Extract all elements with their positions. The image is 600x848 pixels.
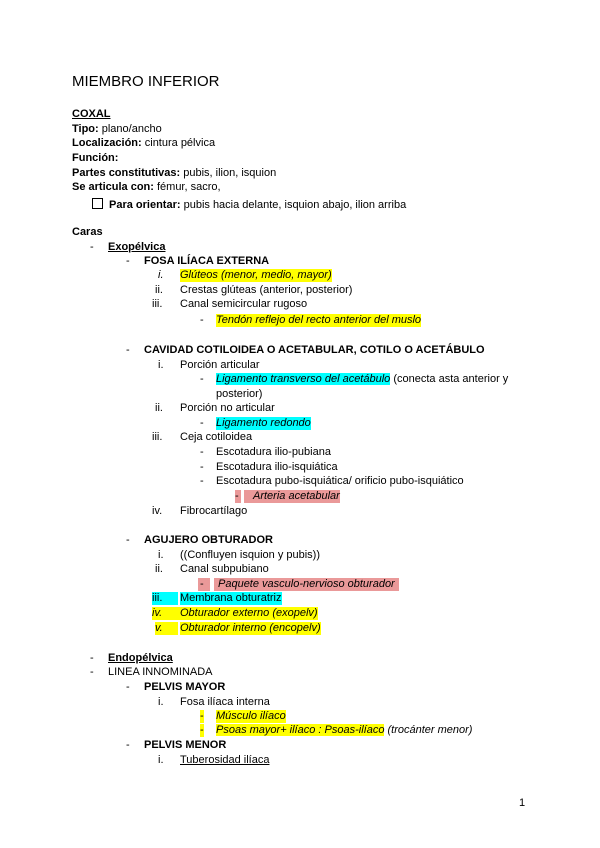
list-marker: ii.: [155, 563, 163, 575]
list-subitem: Ligamento redondo: [216, 417, 311, 429]
prop-value: pubis hacia delante, isquion abajo, ilion arriba: [180, 199, 407, 211]
bullet-dash: -: [126, 344, 130, 356]
list-subitem: Escotadura ilio-pubiana: [216, 446, 331, 458]
list-marker: iv.: [152, 505, 163, 517]
agujero-heading: AGUJERO OBTURADOR: [144, 534, 273, 546]
bullet-dash: -: [126, 534, 130, 546]
section-heading: COXAL: [72, 108, 111, 120]
list-marker: i.: [158, 754, 164, 766]
fosa-heading: FOSA ILÍACA EXTERNA: [144, 255, 270, 267]
list-marker: i.: [158, 696, 164, 708]
note: (trocánter menor): [384, 724, 473, 736]
list-marker: iii.: [152, 431, 163, 443]
prop-tipo: [72, 123, 162, 136]
list-item: Obturador externo (exopelv): [180, 607, 318, 619]
bullet-dash: -: [200, 461, 204, 473]
pelvis-menor-heading: PELVIS MENOR: [144, 739, 227, 751]
bullet-dash: -: [200, 373, 204, 385]
prop-value: fémur, sacro,: [153, 181, 221, 193]
prop-funcion: Función:: [72, 152, 119, 164]
highlight: Psoas mayor+ ilíaco : Psoas-ilíaco: [216, 724, 385, 736]
list-subitem-cont: posterior): [216, 388, 263, 400]
page-number: 1: [519, 797, 526, 809]
bullet-dash: -: [200, 710, 204, 722]
list-item: Obturador interno (encopelv): [180, 622, 321, 634]
bullet-dash: -: [126, 681, 130, 693]
list-subitem: [216, 724, 472, 737]
page-title: MIEMBRO INFERIOR: [72, 73, 220, 90]
list-item: Membrana obturatriz: [180, 592, 282, 604]
prop-localizacion: [72, 137, 215, 150]
list-item: Canal subpubiano: [180, 563, 269, 575]
bullet-dash: -: [90, 666, 94, 678]
list-subitem: Escotadura ilio-isquiática: [216, 461, 338, 473]
prop-label: Tipo:: [72, 123, 99, 135]
list-marker: iii.: [152, 592, 178, 605]
bullet-dash: -: [198, 578, 210, 591]
note: (conecta asta anterior y: [390, 373, 509, 385]
prop-label: Se articula con:: [72, 181, 154, 193]
bullet-dash: -: [90, 652, 94, 664]
prop-value: plano/ancho: [98, 123, 162, 135]
linea-innominada: LINEA INNOMINADA: [108, 666, 213, 678]
prop-label: Partes constitutivas:: [72, 167, 181, 179]
checkbox[interactable]: [92, 198, 103, 209]
pelvis-mayor-heading: PELVIS MAYOR: [144, 681, 226, 693]
list-subsubitem: Arteria acetabular: [244, 490, 340, 503]
endopelvica-heading: Endopélvica: [108, 652, 173, 664]
bullet-dash: -: [90, 241, 94, 253]
list-subitem: Escotadura pubo-isquiática/ orificio pubo-isquiático: [216, 475, 464, 487]
bullet-dash: -: [200, 314, 204, 326]
bullet-dash: -: [235, 490, 239, 502]
prop-label: Localización:: [72, 137, 142, 149]
list-marker: iv.: [152, 607, 180, 620]
prop-articula: [72, 181, 221, 194]
exopelvica-heading: Exopélvica: [108, 241, 166, 253]
prop-partes: [72, 167, 276, 180]
list-item: Porción articular: [180, 359, 260, 371]
list-item: Tuberosidad ilíaca: [180, 754, 270, 766]
prop-orientar: [92, 198, 406, 212]
prop-value: pubis, ilion, isquion: [180, 167, 277, 179]
list-marker: ii.: [155, 402, 163, 414]
bullet-dash: -: [200, 417, 204, 429]
list-marker: v.: [155, 622, 178, 635]
bullet-dash: -: [200, 475, 204, 487]
bullet-dash: -: [126, 739, 130, 751]
list-item: Fibrocartílago: [180, 505, 248, 517]
highlight: Ligamento transverso del acetábulo: [216, 373, 391, 385]
list-subitem: [216, 373, 508, 386]
list-subitem: Músculo ilíaco: [216, 710, 286, 722]
list-item: ((Confluyen isquion y pubis)): [180, 549, 321, 561]
list-item: Glúteos (menor, medio, mayor): [180, 269, 332, 281]
list-item: Crestas glúteas (anterior, posterior): [180, 284, 353, 296]
caras-heading: Caras: [72, 226, 103, 238]
list-item: Ceja cotiloidea: [180, 431, 253, 443]
bullet-dash: -: [126, 255, 130, 267]
list-item: Canal semicircular rugoso: [180, 298, 308, 310]
prop-label: Para orientar:: [109, 199, 181, 211]
list-subitem: Tendón reflejo del recto anterior del muslo: [216, 314, 422, 326]
prop-value: cintura pélvica: [141, 137, 216, 149]
list-subitem: Paquete vasculo-nervioso obturador: [214, 578, 399, 591]
list-marker: i.: [158, 359, 164, 371]
list-marker: i.: [158, 549, 164, 561]
list-marker: iii.: [152, 298, 163, 310]
bullet-dash: -: [200, 446, 204, 458]
list-item: Fosa ilíaca interna: [180, 696, 270, 708]
list-marker: i.: [158, 269, 164, 281]
bullet-dash: -: [200, 724, 204, 736]
cavidad-heading: CAVIDAD COTILOIDEA O ACETABULAR, COTILO O ACETÁBULO: [144, 344, 485, 356]
list-marker: ii.: [155, 284, 163, 296]
list-item: Porción no articular: [180, 402, 275, 414]
